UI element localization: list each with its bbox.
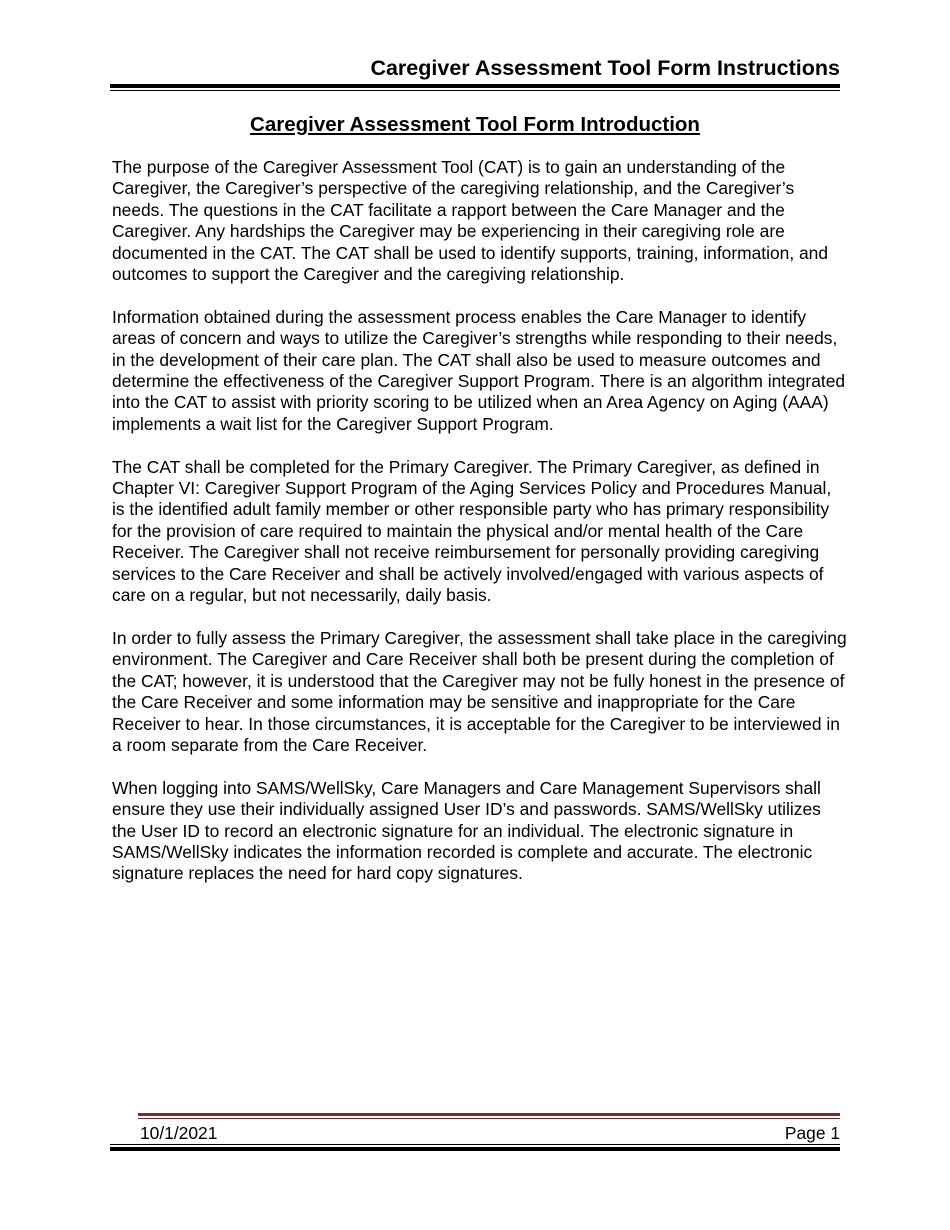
paragraph-primary-caregiver: The CAT shall be completed for the Primary Caregiver. The Primary Caregiver, as defined in Chapter VI: Caregiver Support Program of the Aging Services Policy and Procedures Manual, is the identified adult family member or other responsible party who has primary responsibility for the provision of care required to maintain the physical and/or mental health of the Care Receiver. The Caregiver shall not receive reimbursement for personally providing caregiving services to the Care Receiver and shall be actively involved/engaged with various aspects of care on a regular, but not necessarily, daily basis.	[112, 456, 832, 606]
document-title: Caregiver Assessment Tool Form Introduction	[250, 113, 700, 136]
paragraph-assessment-environment: In order to fully assess the Primary Caregiver, the assessment shall take place in the caregiving environment. The Caregiver and Care Receiver shall both be present during the completion of the CAT; however, it is understood that the Caregiver may not be fully honest in the presence of the Care Receiver and some information may be sensitive and inappropriate for the Care Receiver to hear. In those circumstances, it is acceptable for the Caregiver to be interviewed in a room separate from the Care Receiver.	[112, 627, 847, 755]
document-body	[112, 157, 847, 906]
footer-page-number: Page 1	[784, 1123, 840, 1143]
footer-rule-red	[138, 1113, 840, 1116]
footer-rule-thin	[110, 1144, 840, 1145]
page-header-title: Caregiver Assessment Tool Form Instructions	[370, 56, 840, 80]
paragraph-login-signature: When logging into SAMS/WellSky, Care Managers and Care Management Supervisors shall ensure they use their individually assigned User ID’s and passwords. SAMS/WellSky utilizes the User ID to record an electronic signature for an individual. The electronic signature in SAMS/WellSky indicates the information recorded is complete and accurate. The electronic signature replaces the need for hard copy signatures.	[112, 777, 821, 884]
footer-rule-thick	[110, 1147, 840, 1151]
paragraph-purpose: The purpose of the Caregiver Assessment Tool (CAT) is to gain an understanding of the Caregiver, the Caregiver’s perspective of the caregiving relationship, and the Caregiver’s needs. The questions in the CAT facilitate a rapport between the Care Manager and the Caregiver. Any hardships the Caregiver may be experiencing in their caregiving role are documented in the CAT. The CAT shall be used to identify supports, training, information, and outcomes to support the Caregiver and the caregiving relationship.	[112, 157, 828, 285]
footer-date: 10/1/2021	[140, 1123, 218, 1143]
header-rule-thick	[110, 84, 840, 88]
footer-rule-red-thin	[138, 1118, 840, 1119]
header-rule-thin	[110, 90, 840, 91]
paragraph-information: Information obtained during the assessment process enables the Care Manager to identify areas of concern and ways to utilize the Caregiver’s strengths while responding to their needs, in the development of their care plan. The CAT shall also be used to measure outcomes and determine the effectiveness of the Caregiver Support Program. There is an algorithm integrated into the CAT to assist with priority scoring to be utilized when an Area Agency on Aging (AAA) implements a wait list for the Caregiver Support Program.	[112, 306, 846, 434]
